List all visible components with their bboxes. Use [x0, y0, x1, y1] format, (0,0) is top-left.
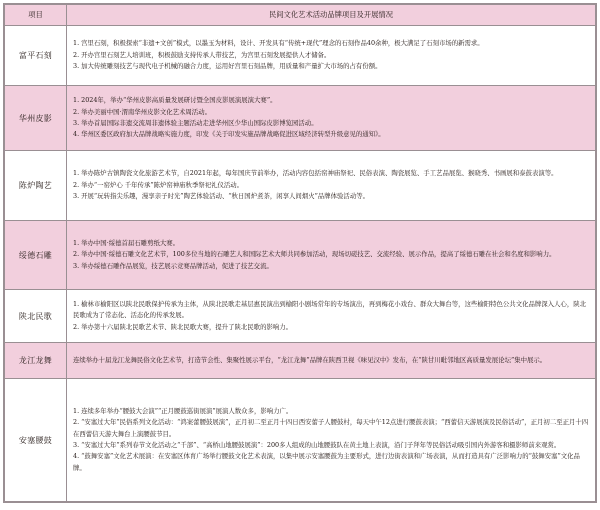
list-item: 2. “安塞过大年”民俗系列文化活动：“鸿案蕾腰鼓展演”，正月初二至正月十四日西安蕾子人腰鼓村，每天中午12点进行腰鼓表演；“西蕾信天游展演及民俗活动”，正月初二至正月十四在西蕾信天游大舞台上演腰鼓节目。 — [73, 418, 589, 438]
row-name-chenlu-taoyi: 陈炉陶艺 — [5, 151, 67, 221]
row-content-fuping-shike — [67, 26, 596, 86]
table-row — [5, 86, 596, 151]
list-item: 4. 华州区委区政府加大品牌战略实施力度，印发《关于印发实施品牌战略促进区域经济转型升级意见的通知》。 — [73, 130, 385, 139]
brand-projects-table — [4, 4, 596, 502]
list-item: 3. 举办首届国际非遗交流周非遗体验主题活动走进华州区少华山国际皮影博览园活动。 — [73, 119, 318, 127]
table-row — [5, 379, 596, 502]
list-item: 2. 举办“一窑炉心 千年传承”陈炉窑神庙秋季祭祀礼仪活动。 — [73, 180, 244, 189]
row-name-suide-shidiao: 绥德石雕 — [5, 221, 67, 290]
list-item: 1. 连续多年举办“腰鼓大会演”“正月腰鼓巡街展演”展演人数众多，影响力广。 — [73, 406, 293, 415]
list-item: 1. 举办中国·绥德首届石雕剪纸大赛。 — [73, 238, 180, 247]
list-item: 3. 开展“玩转指尖乐趣，漫享亲子时光”陶艺体验活动、“秋日国炉煮茶，闲享人间烟火”品牌体验活动等。 — [73, 192, 369, 201]
brand-table-frame — [3, 3, 597, 503]
table-row — [5, 343, 596, 379]
list-item: 3. 加大传统雕刻技艺与现代电子机械的融合力度，运用好宫里石刻品牌，用质量和产量扩大市场的占有份额。 — [73, 62, 382, 71]
list-item: 连续举办十届龙江龙舞民俗文化艺术节，打造节会性、集聚性展示平台，“龙江龙舞”品牌在陕西卫视《味见汉中》发布，在“陕甘川毗邻地区高质量发展论坛”集中展示。 — [73, 355, 547, 364]
row-name-longjiang-longwu: 龙江龙舞 — [5, 343, 67, 379]
list-item: 3. 举办绥德石雕作品展览，技艺展示竞赛品牌活动，促进了技艺交流。 — [73, 261, 273, 270]
row-content-longjiang-longwu — [67, 343, 596, 379]
row-name-fuping-shike: 富平石刻 — [5, 26, 67, 86]
list-item: 2. 举办美丽中国·渭南华州皮影文化艺术周活动。 — [73, 107, 211, 116]
table-row — [5, 290, 596, 343]
row-name-ansai-yaogu: 安塞腰鼓 — [5, 379, 67, 502]
list-item: 2. 举办中国·绥德石雕文化艺术节，100多位当地的石雕艺人和国际艺术大师共同参加活动，现场切磋技艺、交流经验、展示作品，提高了绥德石雕在社会和名度和影响力。 — [73, 250, 556, 259]
list-item: 1. 2024年，举办“华州皮影高质量发展研讨暨全国皮影展演展演大赛”。 — [73, 96, 277, 105]
header-title: 民间文化艺术活动品牌项目及开展情况 — [67, 5, 596, 26]
table-header-row — [5, 5, 596, 26]
row-name-shanbei-minge: 陕北民歌 — [5, 290, 67, 343]
row-name-huazhou-piying: 华州皮影 — [5, 86, 67, 151]
row-content-ansai-yaogu — [67, 379, 596, 502]
table-row — [5, 221, 596, 290]
list-item: 2. 举办第十六届陕北民歌艺术节、陕北民歌大赛，提升了陕北民歌的影响力。 — [73, 322, 293, 331]
table-row — [5, 151, 596, 221]
row-content-huazhou-piying — [67, 86, 596, 151]
row-content-shanbei-minge — [67, 290, 596, 343]
list-item: 1. 举办陈炉古镇陶瓷文化旅游艺术节，自2021年起，每年国庆节前举办，活动内容包括窑神庙祭祀、民俗表演、陶瓷展览、手工艺品展览、猴晓秀、书画展和泰鼓表演等。 — [73, 169, 558, 178]
row-content-suide-shidiao — [67, 221, 596, 290]
row-content-chenlu-taoyi — [67, 151, 596, 221]
list-item: 1. 宫里石刻，积极探索“非遗+文创”模式，以墨玉为材料，设计、开发具有“传统+现代”理念的石刻作品40余种，极大满足了石刻市场的新需求。 — [73, 39, 484, 48]
list-item: 2. 开办宫里石刻艺人培训班，积极鼓励支持传承人带技艺，为宫里石刻发展提供人才储备。 — [73, 50, 331, 59]
header-project: 项目 — [5, 5, 67, 26]
list-item: 1. 榆林市榆阳区以陕北民歌保护传承为主体，从陕北民歌走基层惠民演出到榆阳小剧场常年的专场演出，再到梅花小戏台、群众大舞台等，这些榆阳特色公共文化品牌深入人心，陕北民歌成为了常态化、活态化的传承发展。 — [73, 299, 586, 320]
table-row — [5, 26, 596, 86]
list-item: 3. “安塞过大年”系列春节文化活动之“千部”、“高桥山地腰鼓展演”：200多人组成的山地腰鼓队在黄土地上表演，沿门子拜年等民俗活动吸引国内外游客和摄影师前来观赏。 — [73, 441, 561, 449]
list-item: 4. “鼓舞安塞”文化艺术展演：在安塞区体育广场举行腰鼓文化艺术表演，以集中展示安塞腰鼓为主要形式，进行边街表演和广场表演，从而打造具有广泛影响力的“鼓舞安塞”文化品牌。 — [73, 452, 580, 472]
